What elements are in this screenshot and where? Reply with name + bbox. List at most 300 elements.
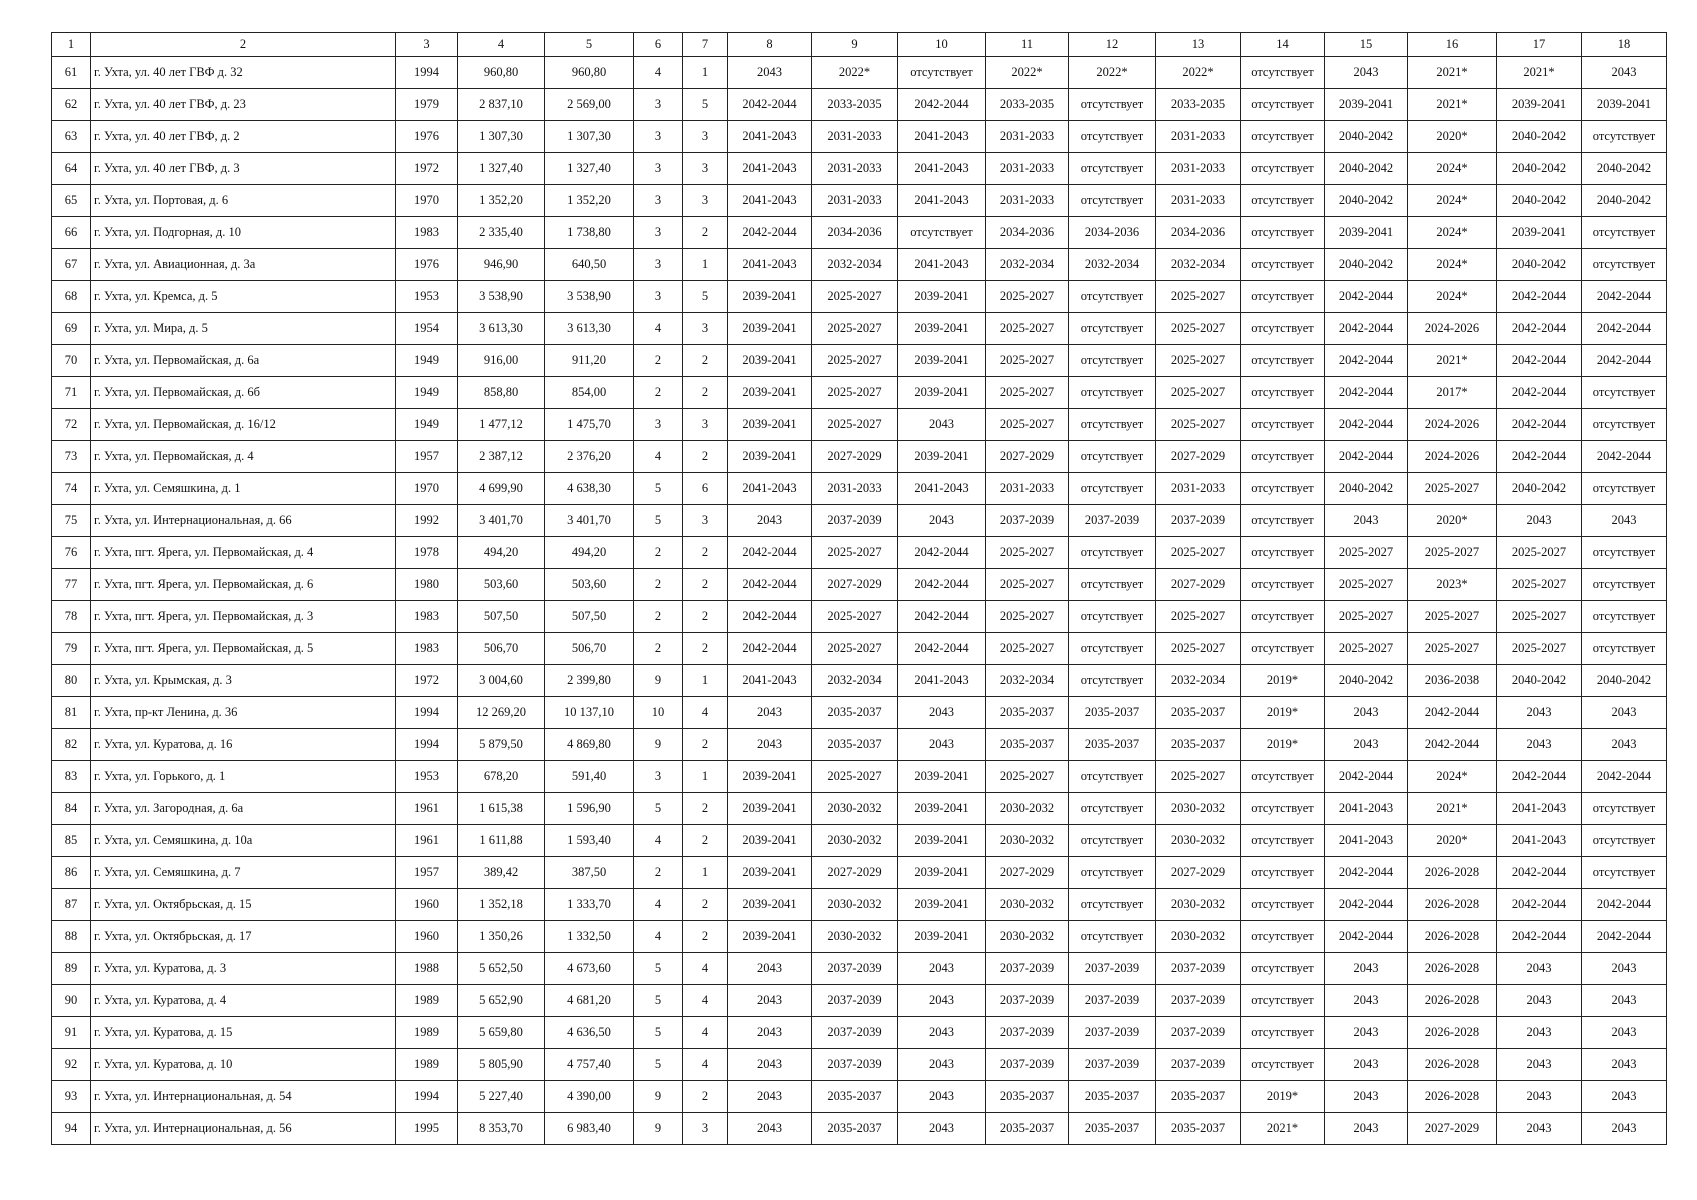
table-cell: 2030-2032 [986, 793, 1069, 825]
table-cell: 2040-2042 [1582, 665, 1667, 697]
table-cell: 2025-2027 [1325, 537, 1408, 569]
table-cell: 2043 [898, 505, 986, 537]
table-cell: 2 [683, 601, 728, 633]
table-cell: 1983 [396, 601, 458, 633]
table-row [52, 377, 1667, 409]
address-cell: г. Ухта, ул. Интернациональная, д. 56 [91, 1113, 396, 1145]
table-cell: 2 [683, 537, 728, 569]
table-cell: 2 335,40 [458, 217, 545, 249]
table-cell: отсутствует [1069, 281, 1156, 313]
table-cell: 2043 [1582, 57, 1667, 89]
table-row [52, 313, 1667, 345]
table-cell: 1983 [396, 633, 458, 665]
table-cell: 2025-2027 [812, 409, 898, 441]
table-cell: 2043 [1582, 1049, 1667, 1081]
table-cell: 4 636,50 [545, 1017, 634, 1049]
table-cell: 2043 [728, 729, 812, 761]
table-cell: 1 333,70 [545, 889, 634, 921]
table-cell: 2034-2036 [1156, 217, 1241, 249]
table-cell: 2031-2033 [1156, 473, 1241, 505]
table-cell: 2022* [986, 57, 1069, 89]
address-cell: г. Ухта, ул. Первомайская, д. 6а [91, 345, 396, 377]
table-cell: отсутствует [1241, 1049, 1325, 1081]
table-cell: 2037-2039 [812, 505, 898, 537]
table-cell: 2043 [1325, 985, 1408, 1017]
table-cell: 2039-2041 [728, 281, 812, 313]
table-cell: 1994 [396, 697, 458, 729]
table-cell: 2025-2027 [1156, 313, 1241, 345]
table-cell: 2039-2041 [728, 793, 812, 825]
table-cell: 2040-2042 [1497, 185, 1582, 217]
table-cell: 2037-2039 [986, 1017, 1069, 1049]
table-cell: 2043 [898, 697, 986, 729]
row-number-cell: 93 [52, 1081, 91, 1113]
table-cell: 2026-2028 [1408, 889, 1497, 921]
table-cell: 387,50 [545, 857, 634, 889]
table-cell: 2025-2027 [986, 313, 1069, 345]
table-cell: 2043 [1582, 953, 1667, 985]
table-cell: отсутствует [1069, 313, 1156, 345]
table-cell: 4 681,20 [545, 985, 634, 1017]
address-cell: г. Ухта, пгт. Ярега, ул. Первомайская, д. 3 [91, 601, 396, 633]
table-cell: отсутствует [1069, 761, 1156, 793]
table-cell: 2025-2027 [1156, 409, 1241, 441]
table-row [52, 281, 1667, 313]
table-cell: 2025-2027 [986, 537, 1069, 569]
table-cell: отсутствует [1241, 249, 1325, 281]
table-cell: 2031-2033 [986, 473, 1069, 505]
table-cell: 2 569,00 [545, 89, 634, 121]
table-cell: 2043 [1325, 1017, 1408, 1049]
table-cell: 1960 [396, 921, 458, 953]
table-cell: 1961 [396, 825, 458, 857]
table-cell: 2024* [1408, 761, 1497, 793]
table-cell: 2030-2032 [812, 793, 898, 825]
table-row [52, 729, 1667, 761]
table-cell: 2035-2037 [812, 729, 898, 761]
table-cell: 1957 [396, 857, 458, 889]
table-cell: 960,80 [458, 57, 545, 89]
table-cell: 3 [683, 153, 728, 185]
row-number-cell: 79 [52, 633, 91, 665]
table-cell: 2039-2041 [728, 825, 812, 857]
table-cell: 2043 [898, 985, 986, 1017]
table-cell: 2035-2037 [1156, 1113, 1241, 1145]
table-row [52, 601, 1667, 633]
table-cell: отсутствует [1582, 601, 1667, 633]
table-cell: 2042-2044 [1325, 857, 1408, 889]
address-cell: г. Ухта, ул. Куратова, д. 15 [91, 1017, 396, 1049]
row-number-cell: 75 [52, 505, 91, 537]
table-cell: 2039-2041 [1582, 89, 1667, 121]
table-cell: 2025-2027 [1497, 601, 1582, 633]
table-cell: 2039-2041 [728, 409, 812, 441]
table-cell: отсутствует [1582, 377, 1667, 409]
table-cell: 2042-2044 [728, 633, 812, 665]
table-cell: 946,90 [458, 249, 545, 281]
table-cell: 5 [634, 793, 683, 825]
table-cell: 1972 [396, 153, 458, 185]
table-cell: 1 352,18 [458, 889, 545, 921]
row-number-cell: 73 [52, 441, 91, 473]
table-cell: 3 [634, 121, 683, 153]
address-cell: г. Ухта, ул. Куратова, д. 4 [91, 985, 396, 1017]
table-cell: 2025-2027 [986, 761, 1069, 793]
table-cell: 2042-2044 [1497, 345, 1582, 377]
table-cell: 2040-2042 [1497, 665, 1582, 697]
address-cell: г. Ухта, ул. Портовая, д. 6 [91, 185, 396, 217]
table-cell: 2021* [1408, 57, 1497, 89]
table-cell: 2026-2028 [1408, 857, 1497, 889]
table-cell: 2037-2039 [1069, 505, 1156, 537]
table-row [52, 921, 1667, 953]
table-cell: 2042-2044 [1325, 377, 1408, 409]
address-cell: г. Ухта, ул. Интернациональная, д. 54 [91, 1081, 396, 1113]
table-cell: 2041-2043 [728, 249, 812, 281]
table-cell: 2042-2044 [728, 217, 812, 249]
table-cell: 2 [683, 569, 728, 601]
table-cell: 2 [634, 569, 683, 601]
table-row [52, 697, 1667, 729]
table-cell: 2037-2039 [812, 985, 898, 1017]
table-cell: отсутствует [1069, 89, 1156, 121]
column-number-header: 4 [458, 33, 545, 57]
table-cell: 4 390,00 [545, 1081, 634, 1113]
table-cell: 2 [683, 889, 728, 921]
table-cell: 2 [683, 825, 728, 857]
table-cell: отсутствует [1069, 153, 1156, 185]
table-cell: отсутствует [1582, 633, 1667, 665]
table-cell: 2039-2041 [728, 889, 812, 921]
table-cell: отсутствует [1069, 377, 1156, 409]
table-cell: 2041-2043 [898, 665, 986, 697]
housing-repair-schedule-table [51, 32, 1667, 1145]
table-cell: 4 [683, 985, 728, 1017]
table-cell: 2030-2032 [812, 825, 898, 857]
column-number-header: 11 [986, 33, 1069, 57]
table-cell: 1995 [396, 1113, 458, 1145]
table-cell: 911,20 [545, 345, 634, 377]
table-cell: 2041-2043 [1497, 825, 1582, 857]
address-cell: г. Ухта, ул. Первомайская, д. 4 [91, 441, 396, 473]
table-cell: 2025-2027 [1156, 537, 1241, 569]
table-cell: 2025-2027 [812, 633, 898, 665]
table-cell: отсутствует [1241, 473, 1325, 505]
table-cell: 2035-2037 [986, 729, 1069, 761]
row-number-cell: 81 [52, 697, 91, 729]
table-cell: 494,20 [545, 537, 634, 569]
table-cell: 2040-2042 [1497, 249, 1582, 281]
table-body [52, 33, 1667, 1145]
table-cell: 4 [683, 697, 728, 729]
table-cell: 2034-2036 [1069, 217, 1156, 249]
table-cell: отсутствует [1582, 409, 1667, 441]
address-cell: г. Ухта, ул. Интернациональная, д. 66 [91, 505, 396, 537]
table-cell: 2031-2033 [812, 185, 898, 217]
table-cell: 2025-2027 [1156, 281, 1241, 313]
table-cell: отсутствует [1241, 633, 1325, 665]
table-cell: 5 659,80 [458, 1017, 545, 1049]
table-cell: 2025-2027 [812, 313, 898, 345]
table-cell: отсутствует [1241, 441, 1325, 473]
table-cell: 2039-2041 [728, 313, 812, 345]
table-cell: 1949 [396, 345, 458, 377]
table-cell: 2025-2027 [812, 281, 898, 313]
table-cell: 2 [683, 793, 728, 825]
table-cell: 2037-2039 [1156, 1017, 1241, 1049]
table-cell: 2039-2041 [1497, 217, 1582, 249]
table-cell: 2025-2027 [1156, 345, 1241, 377]
table-row [52, 889, 1667, 921]
table-cell: 2025-2027 [986, 569, 1069, 601]
row-number-cell: 65 [52, 185, 91, 217]
table-cell: 2025-2027 [812, 377, 898, 409]
table-cell: 2026-2028 [1408, 1081, 1497, 1113]
address-cell: г. Ухта, ул. Подгорная, д. 10 [91, 217, 396, 249]
table-cell: 5 [634, 953, 683, 985]
table-cell: 4 [683, 1049, 728, 1081]
address-cell: г. Ухта, пр-кт Ленина, д. 36 [91, 697, 396, 729]
table-cell: 2027-2029 [812, 441, 898, 473]
table-cell: 2031-2033 [812, 473, 898, 505]
column-number-header: 7 [683, 33, 728, 57]
table-cell: отсутствует [1582, 473, 1667, 505]
table-cell: 4 699,90 [458, 473, 545, 505]
table-cell: 2042-2044 [728, 537, 812, 569]
table-cell: 2031-2033 [812, 121, 898, 153]
table-cell: 2043 [1497, 1049, 1582, 1081]
table-cell: 2020* [1408, 825, 1497, 857]
table-cell: отсутствует [1582, 857, 1667, 889]
address-cell: г. Ухта, пгт. Ярега, ул. Первомайская, д. 5 [91, 633, 396, 665]
table-cell: 2026-2028 [1408, 1049, 1497, 1081]
table-cell: 2041-2043 [728, 121, 812, 153]
row-number-cell: 62 [52, 89, 91, 121]
table-cell: 503,60 [545, 569, 634, 601]
row-number-cell: 71 [52, 377, 91, 409]
table-cell: 2036-2038 [1408, 665, 1497, 697]
table-cell: отсутствует [1069, 825, 1156, 857]
table-cell: 2039-2041 [1497, 89, 1582, 121]
table-cell: 3 613,30 [458, 313, 545, 345]
table-cell: 3 [634, 217, 683, 249]
row-number-cell: 84 [52, 793, 91, 825]
table-cell: 2024* [1408, 281, 1497, 313]
table-cell: 2042-2044 [1582, 441, 1667, 473]
table-cell: 2043 [728, 985, 812, 1017]
table-cell: 2042-2044 [1497, 377, 1582, 409]
table-cell: 2025-2027 [1325, 601, 1408, 633]
table-cell: 2042-2044 [1325, 281, 1408, 313]
table-cell: 2040-2042 [1497, 121, 1582, 153]
address-cell: г. Ухта, ул. Куратова, д. 16 [91, 729, 396, 761]
table-cell: 2 387,12 [458, 441, 545, 473]
table-cell: отсутствует [1241, 217, 1325, 249]
table-cell: 2037-2039 [986, 953, 1069, 985]
table-cell: 2042-2044 [1582, 345, 1667, 377]
table-cell: 2042-2044 [1582, 281, 1667, 313]
table-cell: 1 [683, 857, 728, 889]
table-cell: отсутствует [1069, 121, 1156, 153]
address-cell: г. Ухта, ул. Горького, д. 1 [91, 761, 396, 793]
table-cell: 4 [634, 57, 683, 89]
table-cell: 12 269,20 [458, 697, 545, 729]
table-row [52, 1081, 1667, 1113]
row-number-cell: 64 [52, 153, 91, 185]
table-cell: 9 [634, 665, 683, 697]
table-cell: 2039-2041 [728, 345, 812, 377]
table-cell: 1 [683, 57, 728, 89]
table-cell: 2039-2041 [1325, 217, 1408, 249]
table-cell: 2039-2041 [898, 313, 986, 345]
table-cell: 2039-2041 [728, 441, 812, 473]
table-cell: 591,40 [545, 761, 634, 793]
table-cell: 5 227,40 [458, 1081, 545, 1113]
row-number-cell: 80 [52, 665, 91, 697]
table-cell: 1983 [396, 217, 458, 249]
table-cell: 2043 [728, 1017, 812, 1049]
table-cell: 2035-2037 [1069, 697, 1156, 729]
table-cell: 2035-2037 [986, 697, 1069, 729]
column-number-header: 14 [1241, 33, 1325, 57]
table-cell: 2019* [1241, 729, 1325, 761]
table-cell: 2043 [728, 1081, 812, 1113]
table-cell: 2043 [1325, 697, 1408, 729]
table-cell: отсутствует [1582, 569, 1667, 601]
table-cell: 2042-2044 [1325, 761, 1408, 793]
table-row [52, 825, 1667, 857]
table-cell: 2024-2026 [1408, 313, 1497, 345]
table-cell: 2024* [1408, 185, 1497, 217]
table-cell: 2025-2027 [986, 377, 1069, 409]
table-cell: 2025-2027 [812, 537, 898, 569]
table-cell: 2040-2042 [1325, 153, 1408, 185]
table-cell: отсутствует [1069, 889, 1156, 921]
table-cell: 3 [634, 185, 683, 217]
table-cell: отсутствует [1069, 473, 1156, 505]
table-cell: 2037-2039 [1069, 953, 1156, 985]
table-cell: 1 352,20 [458, 185, 545, 217]
row-number-cell: 87 [52, 889, 91, 921]
table-cell: 6 983,40 [545, 1113, 634, 1145]
table-cell: 854,00 [545, 377, 634, 409]
table-cell: 2042-2044 [1497, 313, 1582, 345]
table-cell: 1949 [396, 377, 458, 409]
table-cell: 5 [634, 1049, 683, 1081]
table-cell: отсутствует [898, 217, 986, 249]
table-row [52, 1049, 1667, 1081]
table-cell: 3 [634, 249, 683, 281]
table-cell: 2037-2039 [1156, 1049, 1241, 1081]
table-cell: отсутствует [1241, 857, 1325, 889]
table-cell: 5 [634, 985, 683, 1017]
table-cell: 2042-2044 [1497, 281, 1582, 313]
table-cell: 2042-2044 [898, 601, 986, 633]
table-cell: 2031-2033 [1156, 153, 1241, 185]
table-cell: 2024* [1408, 153, 1497, 185]
table-cell: отсутствует [1582, 537, 1667, 569]
table-cell: 2039-2041 [898, 345, 986, 377]
table-cell: 2027-2029 [812, 857, 898, 889]
row-number-cell: 63 [52, 121, 91, 153]
address-cell: г. Ухта, ул. Первомайская, д. 16/12 [91, 409, 396, 441]
table-cell: 1980 [396, 569, 458, 601]
table-cell: 4 [634, 825, 683, 857]
column-number-header: 10 [898, 33, 986, 57]
table-cell: отсутствует [1241, 825, 1325, 857]
table-row [52, 985, 1667, 1017]
table-cell: отсутствует [1241, 409, 1325, 441]
table-cell: 2041-2043 [728, 665, 812, 697]
table-cell: 2043 [728, 1049, 812, 1081]
table-cell: 2026-2028 [1408, 953, 1497, 985]
table-cell: 2019* [1241, 665, 1325, 697]
table-cell: 1994 [396, 1081, 458, 1113]
table-cell: 1961 [396, 793, 458, 825]
table-cell: 3 401,70 [545, 505, 634, 537]
table-cell: 5 [634, 505, 683, 537]
table-cell: 2040-2042 [1582, 185, 1667, 217]
table-cell: 1954 [396, 313, 458, 345]
table-cell: отсутствует [1069, 665, 1156, 697]
table-row [52, 185, 1667, 217]
table-row [52, 441, 1667, 473]
table-cell: 2019* [1241, 1081, 1325, 1113]
table-cell: 2024* [1408, 217, 1497, 249]
table-cell: 2042-2044 [728, 89, 812, 121]
table-cell: 2023* [1408, 569, 1497, 601]
table-cell: 2042-2044 [1497, 889, 1582, 921]
table-cell: 2030-2032 [986, 889, 1069, 921]
column-number-header: 2 [91, 33, 396, 57]
table-cell: отсутствует [1241, 889, 1325, 921]
table-cell: 1 327,40 [458, 153, 545, 185]
table-cell: 2043 [1497, 1081, 1582, 1113]
table-cell: 4 869,80 [545, 729, 634, 761]
table-cell: 2 [634, 857, 683, 889]
table-cell: 1 596,90 [545, 793, 634, 825]
table-cell: 2025-2027 [812, 601, 898, 633]
table-cell: 2041-2043 [728, 153, 812, 185]
table-cell: 2043 [1582, 697, 1667, 729]
table-cell: отсутствует [1069, 569, 1156, 601]
table-cell: 1 332,50 [545, 921, 634, 953]
table-cell: 2043 [898, 409, 986, 441]
table-cell: 2032-2034 [1156, 665, 1241, 697]
table-cell: 1953 [396, 281, 458, 313]
row-number-cell: 83 [52, 761, 91, 793]
table-cell: 2035-2037 [812, 1081, 898, 1113]
table-cell: отсутствует [898, 57, 986, 89]
table-cell: 2032-2034 [812, 665, 898, 697]
table-cell: 2043 [1582, 1113, 1667, 1145]
table-cell: 2042-2044 [1325, 409, 1408, 441]
row-number-cell: 66 [52, 217, 91, 249]
table-cell: 2041-2043 [898, 249, 986, 281]
table-cell: 2040-2042 [1497, 473, 1582, 505]
table-cell: 1976 [396, 121, 458, 153]
table-cell: 494,20 [458, 537, 545, 569]
table-cell: 5 652,90 [458, 985, 545, 1017]
table-cell: 2 [683, 921, 728, 953]
table-cell: отсутствует [1069, 921, 1156, 953]
table-cell: 503,60 [458, 569, 545, 601]
table-cell: 2043 [1582, 729, 1667, 761]
table-cell: 2042-2044 [1497, 441, 1582, 473]
table-cell: 2039-2041 [728, 857, 812, 889]
table-cell: 2043 [1497, 985, 1582, 1017]
table-cell: 5 [683, 281, 728, 313]
